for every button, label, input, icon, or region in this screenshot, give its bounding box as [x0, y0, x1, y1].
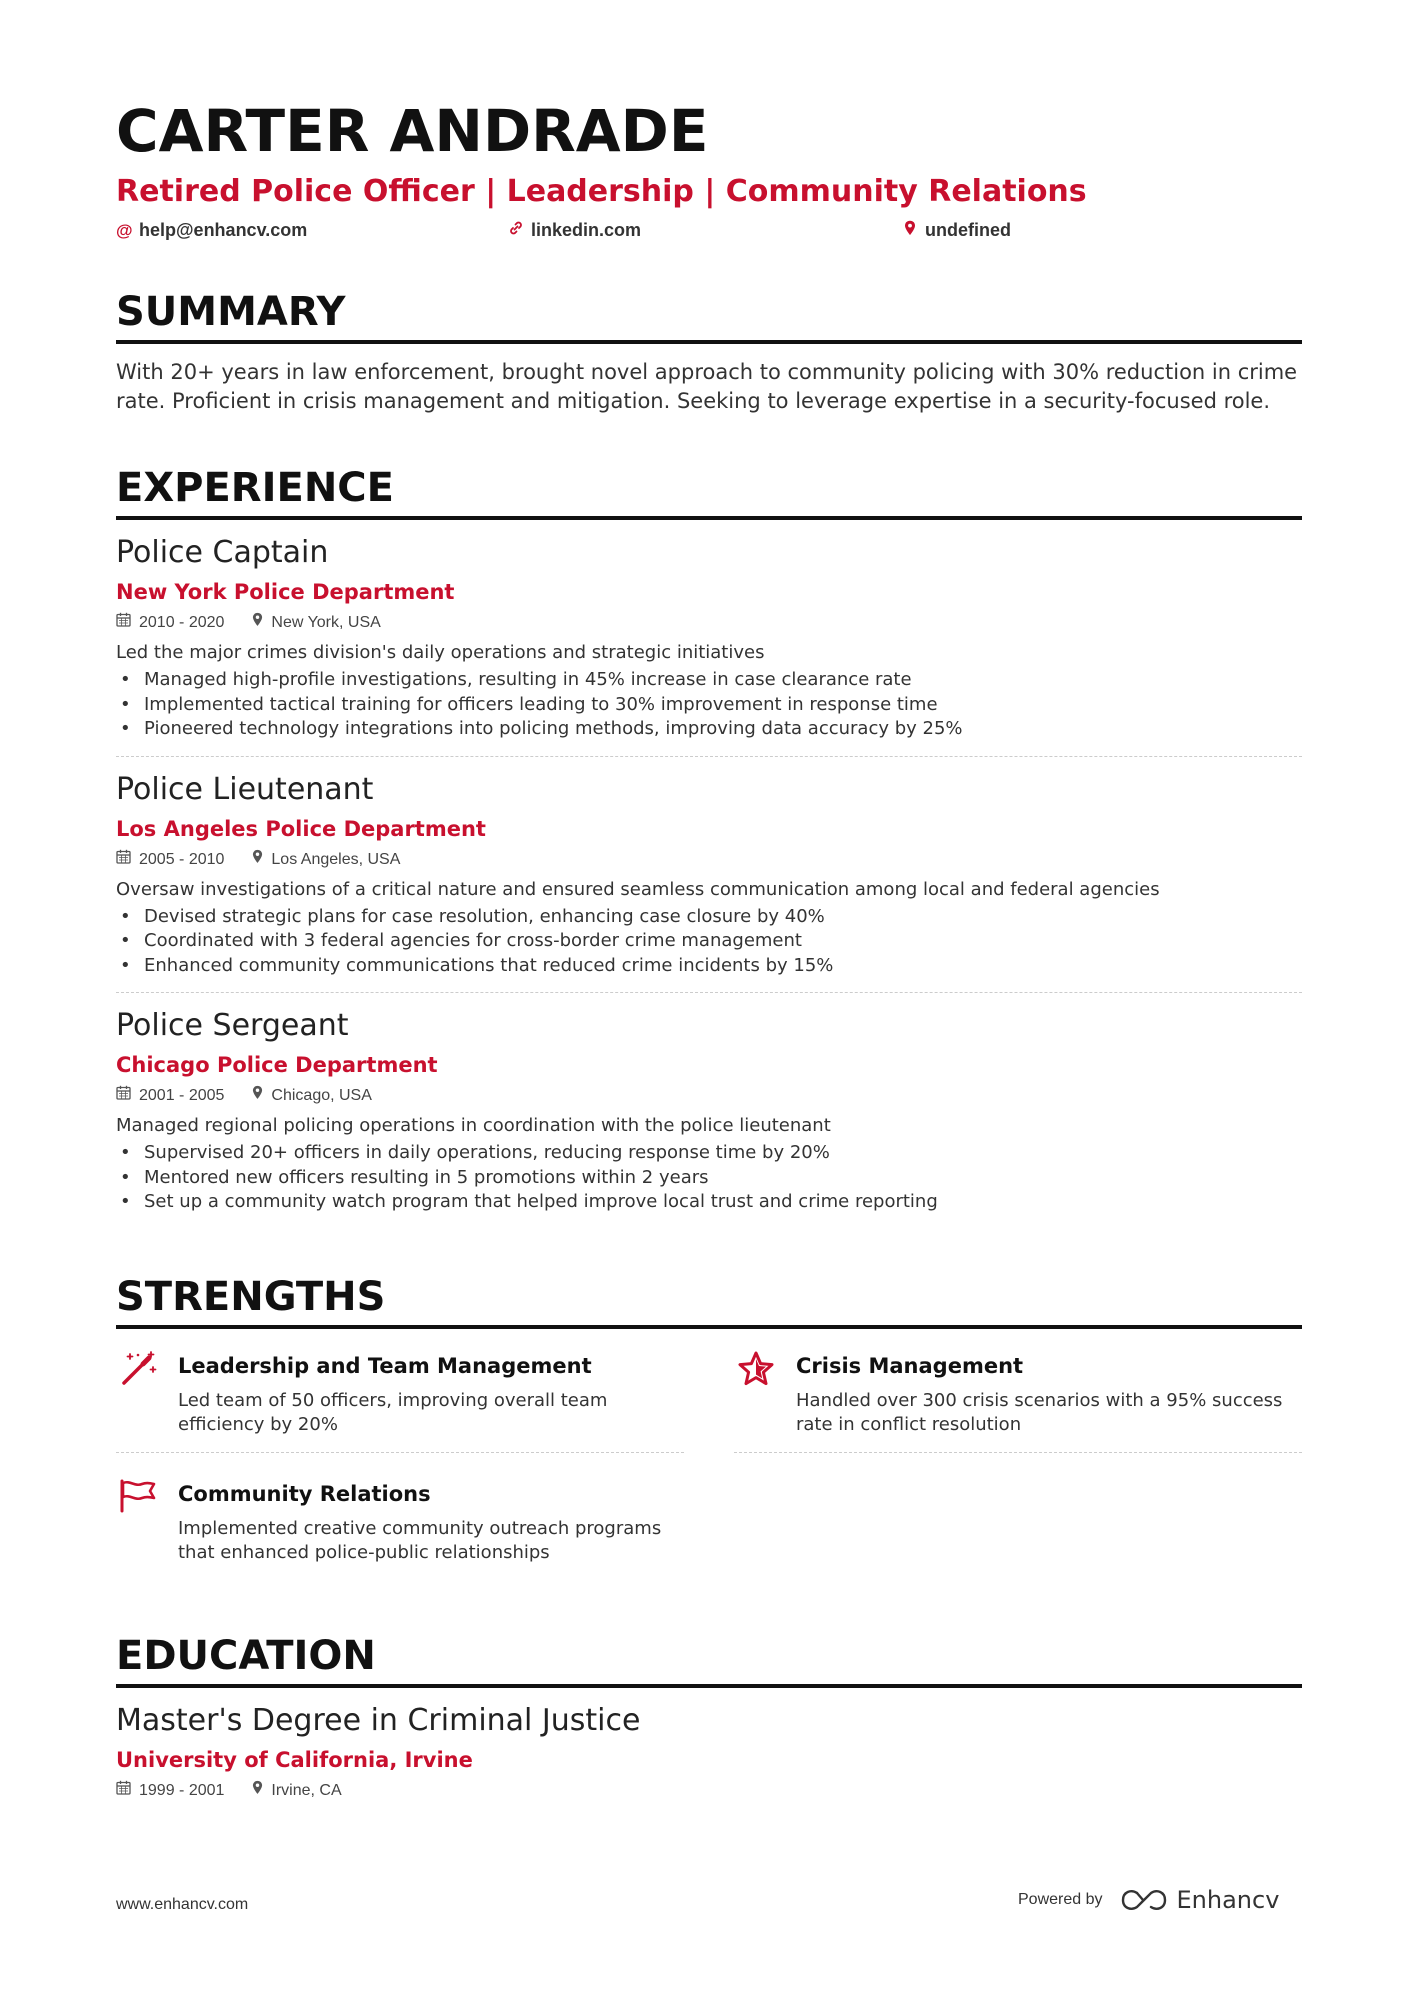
job-meta [116, 1085, 1302, 1107]
job-bullets [116, 1141, 1302, 1215]
powered-by-label: Powered by [1018, 1891, 1103, 1908]
calendar-icon [116, 849, 131, 871]
headline: Retired Police Officer | Leadership | Community Relations [116, 174, 1087, 209]
job-dates: 2001 - 2005 [139, 1087, 225, 1104]
bullet-item: • Enhanced community communications that reduced crime incidents by 15% [116, 954, 1302, 979]
education-dates: 1999 - 2001 [139, 1781, 225, 1799]
email-text: help@enhancv.com [139, 220, 308, 240]
location-pin-icon [252, 1780, 263, 1802]
contact-row [116, 220, 1302, 250]
education-section [116, 1632, 1302, 1802]
footer-website[interactable]: www.enhancv.com [116, 1896, 249, 1913]
strength-title: Crisis Management [796, 1353, 1024, 1378]
strengths-title: STRENGTHS [116, 1273, 1302, 1329]
summary-text: With 20+ years in law enforcement, brought novel approach to community policing with 30% reduction in crime rate. Proficient in crisis management and mitigation. Seeking to leverage expertise in a security-focused role. [116, 360, 1298, 413]
enhancv-logo-icon [1121, 1888, 1167, 1912]
education-meta [116, 1780, 1302, 1802]
bullet-item: • Implemented tactical training for officers leading to 30% improvement in response time [116, 693, 1302, 718]
flag-icon [116, 1479, 160, 1566]
employer: Los Angeles Police Department [116, 816, 486, 841]
job-bullets [116, 668, 1302, 742]
summary-section [116, 288, 1302, 416]
strength-item [116, 1471, 684, 1580]
job-description: Managed regional policing operations in coordination with the police lieutenant [116, 1115, 831, 1136]
experience-section [116, 464, 1302, 1229]
enhancv-logo[interactable] [1121, 1886, 1280, 1914]
linkedin-text: linkedin.com [531, 220, 642, 240]
location-pin-icon [252, 1085, 263, 1107]
contact-location [902, 220, 1011, 241]
candidate-name: CARTER ANDRADE [116, 97, 709, 165]
bullet-item: • Pioneered technology integrations into policing methods, improving data accuracy by 25% [116, 717, 1302, 742]
strength-title: Leadership and Team Management [178, 1353, 592, 1378]
strengths-grid [116, 1343, 1302, 1598]
degree: Master's Degree in Criminal Justice [116, 1702, 641, 1738]
bullet-item: • Supervised 20+ officers in daily operations, reducing response time by 20% [116, 1141, 1302, 1166]
bullet-item: • Set up a community watch program that helped improve local trust and crime reporting [116, 1190, 1302, 1215]
job-description: Oversaw investigations of a critical nature and ensured seamless communication among local and federal agencies [116, 878, 1160, 900]
education-item [116, 1688, 1302, 1802]
summary-title: SUMMARY [116, 288, 1302, 344]
calendar-icon [116, 612, 131, 634]
job-title: Police Sergeant [116, 1008, 349, 1043]
job-meta [116, 849, 1302, 871]
brand-name: Enhancv [1176, 1886, 1280, 1914]
strength-text: Implemented creative community outreach programs that enhanced police-public relationships [178, 1517, 662, 1563]
strengths-section [116, 1273, 1302, 1598]
header [116, 96, 1302, 250]
location-text: undefined [925, 220, 1011, 240]
star-icon [734, 1351, 778, 1438]
bullet-item: • Devised strategic plans for case resolution, enhancing case closure by 40% [116, 905, 1302, 930]
strength-item [734, 1343, 1302, 1453]
job-title: Police Captain [116, 535, 329, 570]
strength-text: Led team of 50 officers, improving overall team efficiency by 20% [178, 1389, 608, 1435]
calendar-icon [116, 1085, 131, 1107]
job-location: New York, USA [271, 614, 381, 631]
employer: New York Police Department [116, 580, 455, 604]
bullet-item: • Managed high-profile investigations, resulting in 45% increase in case clearance rate [116, 668, 1302, 693]
job-description: Led the major crimes division's daily operations and strategic initiatives [116, 642, 765, 663]
school: University of California, Irvine [116, 1747, 473, 1772]
experience-item [116, 993, 1302, 1229]
contact-linkedin[interactable] [508, 220, 641, 241]
resume-page [116, 96, 1302, 1802]
strength-text: Handled over 300 crisis scenarios with a 95% success rate in conflict resolution [796, 1389, 1283, 1435]
job-location: Los Angeles, USA [271, 850, 401, 868]
bullet-item: • Mentored new officers resulting in 5 promotions within 2 years [116, 1166, 1302, 1191]
experience-item [116, 757, 1302, 994]
calendar-icon [116, 1780, 131, 1802]
strength-title: Community Relations [178, 1481, 431, 1506]
bullet-item: • Coordinated with 3 federal agencies for cross-border crime management [116, 929, 1302, 954]
education-location: Irvine, CA [271, 1781, 342, 1799]
education-title: EDUCATION [116, 1632, 1302, 1688]
contact-email[interactable] [116, 220, 307, 241]
employer: Chicago Police Department [116, 1053, 438, 1077]
job-meta [116, 612, 1302, 634]
magic-wand-icon [116, 1351, 160, 1438]
link-icon [508, 220, 524, 241]
footer-branding [1018, 1886, 1279, 1914]
job-bullets [116, 905, 1302, 979]
job-title: Police Lieutenant [116, 771, 374, 807]
job-location: Chicago, USA [271, 1087, 372, 1104]
at-icon: @ [116, 220, 133, 240]
experience-item [116, 520, 1302, 757]
job-dates: 2010 - 2020 [139, 614, 225, 631]
job-dates: 2005 - 2010 [139, 850, 225, 868]
strength-item [116, 1343, 684, 1453]
experience-title: EXPERIENCE [116, 464, 1302, 520]
location-pin-icon [252, 849, 263, 871]
location-pin-icon [902, 220, 918, 241]
location-pin-icon [252, 612, 263, 634]
